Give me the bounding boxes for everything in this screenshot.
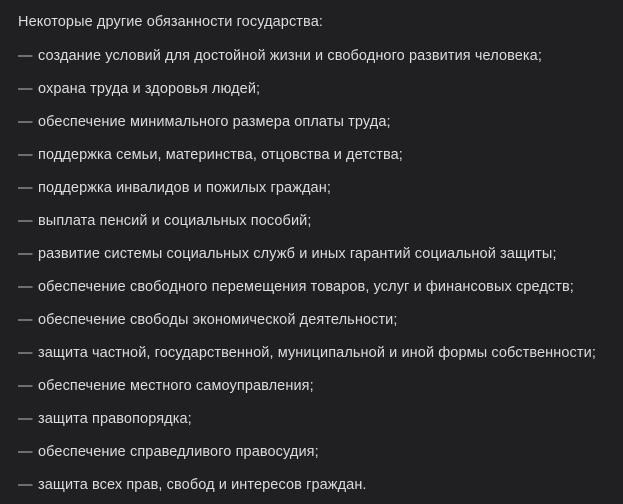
list-item	[18, 244, 605, 264]
list-item	[18, 376, 605, 396]
list-item-text: защита правопорядка;	[38, 411, 192, 427]
list-item-text: защита частной, государственной, муниципальной и иной формы собственности;	[38, 345, 596, 361]
list-item	[18, 211, 605, 231]
bullet-dash-icon: —	[18, 411, 33, 427]
list-item-text: выплата пенсий и социальных пособий;	[38, 213, 312, 229]
list-item	[18, 178, 605, 198]
intro-paragraph: Некоторые другие обязанности государства:	[18, 14, 323, 30]
list-item-text: поддержка семьи, материнства, отцовства и детства;	[38, 147, 403, 163]
list-item-text: защита всех прав, свобод и интересов граждан.	[38, 477, 367, 493]
list-item-text: поддержка инвалидов и пожилых граждан;	[38, 180, 331, 196]
bullet-dash-icon: —	[18, 279, 33, 295]
bullet-dash-icon: —	[18, 114, 33, 130]
list-item	[18, 46, 605, 66]
list-item	[18, 409, 605, 429]
list-item-text: обеспечение свободного перемещения товаров, услуг и финансовых средств;	[38, 279, 574, 295]
list-item-text: создание условий для достойной жизни и свободного развития человека;	[38, 48, 542, 64]
list-item	[18, 343, 605, 363]
list-item	[18, 112, 605, 132]
list-item-text: развитие системы социальных служб и иных гарантий социальной защиты;	[38, 246, 557, 262]
list-item-text: обеспечение местного самоуправления;	[38, 378, 314, 394]
list-item	[18, 310, 605, 330]
list-item-text: обеспечение свободы экономической деятельности;	[38, 312, 398, 328]
duties-list	[18, 46, 605, 495]
bullet-dash-icon: —	[18, 81, 33, 97]
bullet-dash-icon: —	[18, 48, 33, 64]
bullet-dash-icon: —	[18, 213, 33, 229]
list-item	[18, 79, 605, 99]
bullet-dash-icon: —	[18, 477, 33, 493]
bullet-dash-icon: —	[18, 147, 33, 163]
list-item-text: охрана труда и здоровья людей;	[38, 81, 261, 97]
bullet-dash-icon: —	[18, 312, 33, 328]
bullet-dash-icon: —	[18, 345, 33, 361]
list-item	[18, 277, 605, 297]
list-item-text: обеспечение справедливого правосудия;	[38, 444, 319, 460]
bullet-dash-icon: —	[18, 246, 33, 262]
list-item-text: обеспечение минимального размера оплаты труда;	[38, 114, 391, 130]
list-item	[18, 475, 605, 495]
list-item	[18, 145, 605, 165]
list-item	[18, 442, 605, 462]
bullet-dash-icon: —	[18, 180, 33, 196]
bullet-dash-icon: —	[18, 378, 33, 394]
bullet-dash-icon: —	[18, 444, 33, 460]
